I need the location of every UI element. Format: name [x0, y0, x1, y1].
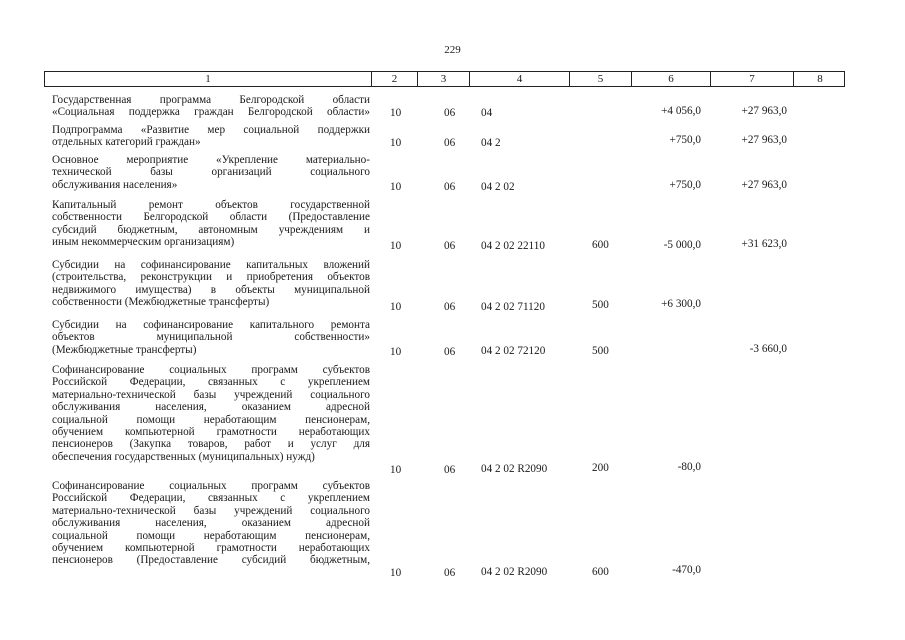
- header-col-8: 8: [817, 73, 823, 85]
- cell-target-article: 04 2 02 R2090: [481, 463, 548, 475]
- description-line: технической базы организаций социального: [52, 166, 370, 179]
- cell-amount-col6: +750,0: [669, 134, 701, 146]
- header-col-7: 7: [711, 72, 794, 86]
- description-line: иным некоммерческим организациям): [52, 236, 235, 249]
- description-line: пенсионеров (Закупка товаров, работ и услуг для: [52, 438, 370, 451]
- header-col-5: 5: [570, 72, 632, 86]
- cell-amount-col7: +27 963,0: [741, 105, 787, 117]
- cell-amount-col7: +27 963,0: [741, 179, 787, 191]
- cell-target-article: 04 2 02 72120: [481, 345, 546, 357]
- description-line: собственности (Межбюджетные трансферты): [52, 296, 270, 309]
- description-line: объектов муниципальной собственности»: [52, 331, 370, 344]
- cell-subsection: 06: [444, 346, 456, 358]
- description-line: отдельных категорий граждан»: [52, 136, 201, 149]
- description-line: Софинансирование социальных программ субъектов: [52, 364, 370, 376]
- description-line: Российской Федерации, связанных с укреплением: [52, 376, 370, 389]
- cell-expense-type: 600: [592, 566, 609, 578]
- header-col-6: 6: [632, 72, 711, 86]
- cell-subsection: 06: [444, 301, 456, 313]
- description-line: социальной помощи неработающим пенсионерам,: [52, 529, 370, 542]
- description-line: Российской Федерации, связанных с укреплением: [52, 492, 370, 505]
- cell-amount-col7: -3 660,0: [749, 343, 787, 355]
- description-line: обеспечения государственных (муниципальных) нужд): [52, 450, 315, 463]
- cell-target-article: 04 2 02: [481, 181, 515, 193]
- description-line: субсидий бюджетным, автономным учреждениям и: [52, 223, 370, 236]
- table-row-description: [52, 154, 370, 191]
- cell-subsection: 06: [444, 181, 456, 193]
- description-line: пенсионеров (Предоставление субсидий бюджетным,: [52, 554, 370, 567]
- cell-amount-col6: +6 300,0: [661, 298, 701, 310]
- cell-section: 10: [390, 567, 402, 579]
- table-header: [44, 71, 845, 87]
- table-row-description: [52, 259, 370, 309]
- description-line: (Межбюджетные трансферты): [52, 343, 197, 356]
- description-line: обучением компьютерной грамотности неработающих: [52, 425, 370, 438]
- description-line: Основное мероприятие «Укрепление материально-: [52, 154, 370, 166]
- description-line: «Социальная поддержка граждан Белгородской области»: [52, 106, 370, 119]
- description-line: Субсидии на софинансирование капитального ремонта: [52, 319, 370, 331]
- description-line: Подпрограмма «Развитие мер социальной поддержки: [52, 124, 370, 136]
- cell-subsection: 06: [444, 137, 456, 149]
- cell-subsection: 06: [444, 107, 456, 119]
- description-line: Субсидии на софинансирование капитальных вложений: [52, 259, 370, 271]
- cell-target-article: 04 2 02 R2090: [481, 566, 548, 578]
- page-number: 229: [444, 44, 461, 56]
- cell-section: 10: [390, 346, 402, 358]
- cell-subsection: 06: [444, 464, 456, 476]
- description-line: недвижимого имущества) в объекты муниципальной: [52, 283, 370, 296]
- cell-section: 10: [390, 107, 402, 119]
- header-col-2: 2: [372, 72, 418, 86]
- cell-section: 10: [390, 240, 402, 252]
- header-col-4: 4: [470, 72, 570, 86]
- description-line: обслуживания населения, оказанием адресной: [52, 401, 370, 414]
- cell-subsection: 06: [444, 567, 456, 579]
- cell-amount-col6: -470,0: [672, 564, 701, 576]
- header-col-1: 1: [45, 72, 372, 86]
- cell-target-article: 04 2: [481, 137, 501, 149]
- cell-section: 10: [390, 464, 402, 476]
- cell-amount-col7: +27 963,0: [741, 134, 787, 146]
- cell-section: 10: [390, 301, 402, 313]
- cell-target-article: 04: [481, 107, 493, 119]
- cell-expense-type: 500: [592, 299, 609, 311]
- cell-amount-col6: +750,0: [669, 179, 701, 191]
- cell-expense-type: 200: [592, 462, 609, 474]
- table-row-description: [52, 199, 370, 249]
- cell-expense-type: 500: [592, 345, 609, 357]
- description-line: обслуживания населения, оказанием адресной: [52, 517, 370, 530]
- description-line: Капитальный ремонт объектов государственной: [52, 199, 370, 211]
- table-row-description: [52, 124, 370, 149]
- description-line: (строительства, реконструкции и приобретения объектов: [52, 271, 370, 284]
- cell-target-article: 04 2 02 71120: [481, 301, 545, 313]
- table-row-description: [52, 364, 370, 463]
- cell-subsection: 06: [444, 240, 456, 252]
- description-line: обучением компьютерной грамотности неработающих: [52, 541, 370, 554]
- cell-amount-col6: +4 056,0: [661, 105, 701, 117]
- description-line: Государственная программа Белгородской области: [52, 94, 370, 106]
- description-line: обслуживания населения»: [52, 178, 178, 191]
- table-row-description: [52, 480, 370, 567]
- cell-amount-col6: -5 000,0: [663, 239, 701, 251]
- description-line: социальной помощи неработающим пенсионерам,: [52, 413, 370, 426]
- table-row-description: [52, 319, 370, 356]
- description-line: собственности Белгородской области (Предоставление: [52, 211, 370, 224]
- description-line: материально-технической базы учреждений социального: [52, 504, 370, 517]
- header-col-3: 3: [418, 72, 470, 86]
- cell-section: 10: [390, 181, 402, 193]
- table-row-description: [52, 94, 370, 119]
- description-line: материально-технической базы учреждений социального: [52, 388, 370, 401]
- cell-section: 10: [390, 137, 402, 149]
- cell-amount-col6: -80,0: [677, 461, 701, 473]
- cell-target-article: 04 2 02 22110: [481, 240, 545, 252]
- cell-amount-col7: +31 623,0: [741, 238, 787, 250]
- description-line: Софинансирование социальных программ субъектов: [52, 480, 370, 492]
- cell-expense-type: 600: [592, 239, 609, 251]
